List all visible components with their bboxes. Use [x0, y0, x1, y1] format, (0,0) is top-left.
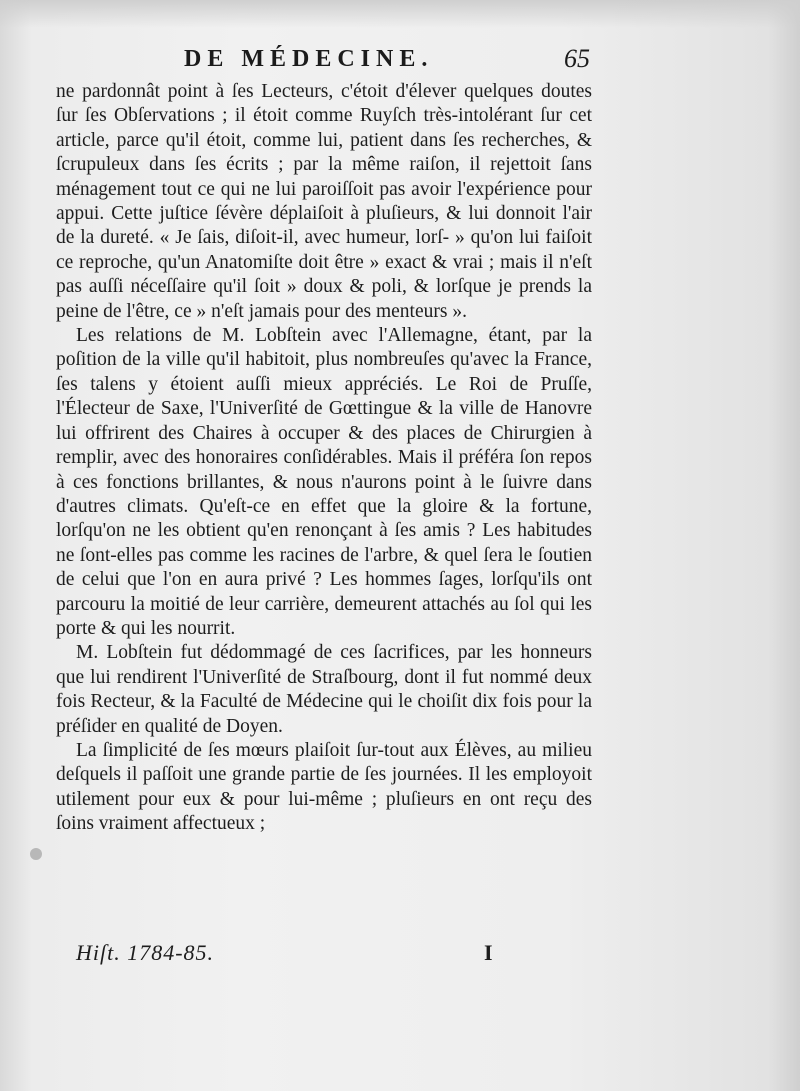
paragraph-honours: M. Lobſtein fut dédommagé de ces ſacrifices, par les honneurs que lui rendirent l'Univerſité de Straſbourg, dont il fut nommé deux fois Recteur, & la Faculté de Médecine qui le choiſit dix fois pour la préſider en qualité de Doyen.: [56, 642, 592, 737]
paragraph-relations: Les relations de M. Lobſtein avec l'Allemagne, étant, par la poſition de la ville qu'il habitoit, plus nombreuſes qu'avec la France, ſes talens y étoient auſſi mieux appréciés. Le Roi de Pruſſe, l'Électeur de Saxe, l'Univerſité de Gœttingue & la ville de Hanovre lui offrirent des Chaires à occuper & des places de Chirurgien à remplir, avec des honoraires conſidérables. Mais il préféra ſon repos à ces fonctions brillantes, & nous n'aurons point à le ſuivre dans d'autres climats. Qu'eſt-ce en effet que la gloire & la fortune, lorſqu'on ne les obtient qu'en renonçant à ſes amis ? Les habitudes ne ſont-elles pas comme les racines de l'arbre, & quel ſera le ſoutien de celui que l'on en aura privé ? Les hommes ſages, lorſqu'ils ont parcouru la moitié de leur carrière, demeurent attachés au ſol qui les porte & qui les nourrit.: [56, 325, 592, 639]
running-title: DE MÉDECINE.: [184, 46, 434, 72]
page-header: [52, 44, 600, 74]
ink-smudge: [30, 848, 42, 860]
page-number: 65: [564, 44, 590, 73]
page-footer: [76, 940, 596, 972]
paragraph-simplicity: La ſimplicité de ſes mœurs plaiſoit ſur-tout aux Élèves, au milieu deſquels il paſſoit une grande partie de ſes journées. Il les employoit utilement pour eux & pour lui-même ; pluſieurs en ont reçu des ſoins vraiment affectueux ;: [56, 739, 592, 835]
body-text: [56, 80, 592, 837]
signature-mark: Hiſt. 1784-85.: [76, 940, 215, 965]
signature-letter: I: [484, 940, 493, 965]
paragraph-continued: ne pardonnât point à ſes Lecteurs, c'étoit d'élever quelques doutes ſur ſes Obſervations ; il étoit comme Ruyſch très-intolérant ſur cet article, parce qu'il étoit, comme lui, patient dans ſes recherches, & ſcrupuleux dans ſes écrits ; par la même raiſon, il rejettoit ſans ménagement tout ce qui ne lui paroiſſoit pas avoir l'expérience pour appui. Cette juſtice ſévère déplaiſoit à pluſieurs, & lui donnoit l'air de la dureté. « Je ſais, diſoit-il, avec humeur, lorſ- » qu'on lui faiſoit ce reproche, qu'un Anatomiſte doit être » exact & vrai ; mais il n'eſt pas auſſi néceſſaire qu'il ſoit » doux & poli, & lorſque je prends la peine de l'être, ce » n'eſt jamais pour des menteurs ».: [56, 81, 592, 322]
